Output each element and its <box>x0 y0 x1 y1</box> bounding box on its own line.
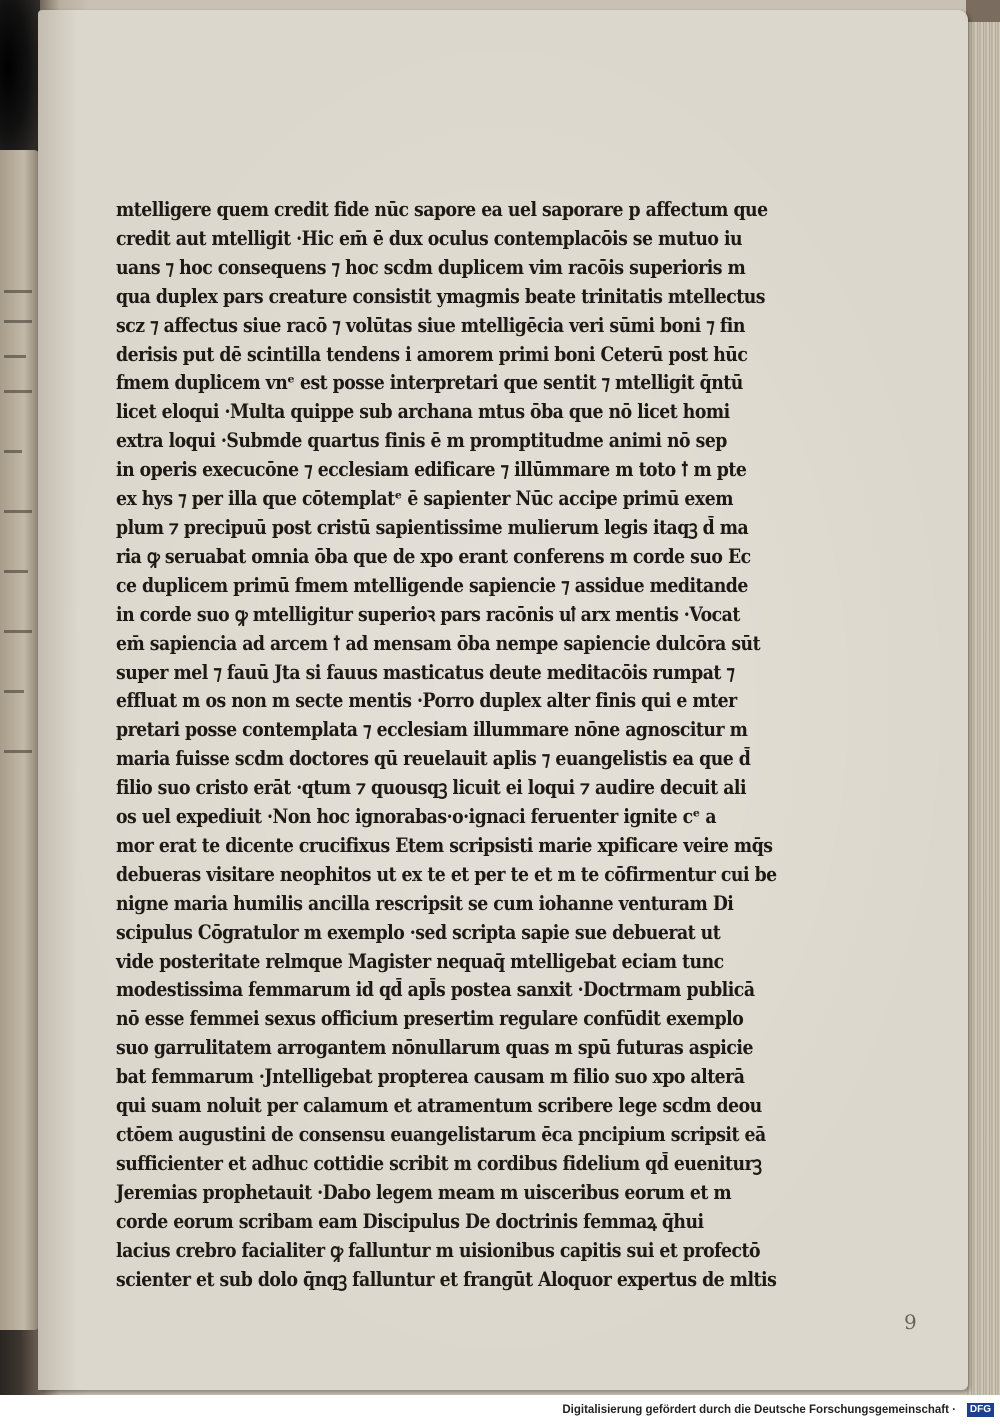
text-line: mor erat te dicente crucifixus Etem scripsisti marie xpificare veire mq̄s <box>116 833 773 857</box>
text-line: in corde suo ꝙ mtelligitur superioꝛ pars racōnis uꝉ arx mentis ·Vocat <box>116 602 740 626</box>
footer-credit: Digitalisierung gefördert durch die Deutsche Forschungsgemeinschaft · <box>562 1404 956 1416</box>
text-line: effluat m os non m secte mentis ·Porro duplex alter finis qui e mter <box>116 689 737 713</box>
text-line: scz ⁊ affectus siue racō ⁊ volūtas siue mtelligēcia veri sūmi boni ⁊ fin <box>116 313 745 337</box>
text-line: qui suam noluit per calamum et atramentum scribere lege scdm deou <box>116 1094 762 1118</box>
text-line: qua duplex pars creature consistit ymagmis beate trinitatis mtellectus <box>116 284 766 308</box>
footer-bar <box>0 1395 1000 1425</box>
adjacent-page-edge <box>0 150 40 1330</box>
text-line: pretari posse contemplata ⁊ ecclesiam illummare nōne agnoscitur m <box>116 718 748 742</box>
text-line: ria ꝙ seruabat omnia ōba que de xpo erant conferens m corde suo Ec <box>116 544 751 568</box>
text-line: em̄ sapiencia ad arcem ꝉ ad mensam ōba nempe sapiencie dulcōra sūt <box>116 631 761 655</box>
text-line: bat femmarum ·Jntelligebat propterea causam m filio suo xpo alterā <box>116 1065 745 1089</box>
book-binding <box>0 0 40 170</box>
text-line: uans ⁊ hoc consequens ⁊ hoc scdm duplicem vim racōis superioris m <box>116 255 746 279</box>
text-line: ex hys ⁊ per illa que cōtemplatᵉ ē sapienter Nūc accipe primū exem <box>116 487 733 511</box>
text-line: vide posteritate relmque Magister nequaq̄ mtelligebat eciam tunc <box>116 949 724 973</box>
text-line: scipulus Cōgratulor m exemplo ·sed scripta sapie sue debuerat ut <box>116 920 721 944</box>
text-line: super mel ⁊ fauū Jta si fauus masticatus deute meditacōis rumpat ⁊ <box>116 660 735 684</box>
text-line: extra loqui ·Submde quartus finis ē m promptitudme animi nō sep <box>116 429 727 453</box>
text-line: maria fuisse scdm doctores qū reuelauit aplis ⁊ euangelistis ea que d̄ <box>116 747 751 771</box>
text-line: modestissima femmarum id qd̄ apl̄s postea sanxit ·Doctrmam publicā <box>116 978 755 1002</box>
page-stack-edge <box>966 0 1000 1395</box>
text-line: Jeremias prophetauit ·Dabo legem meam m uisceribus eorum et m <box>116 1180 732 1204</box>
text-line: licet eloqui ·Multa quippe sub archana mtus ōba que nō licet homi <box>116 400 730 424</box>
folio-number: 9 <box>904 1310 917 1334</box>
text-line: derisis put dē scintilla tendens i amorem primi boni Ceterū post hūc <box>116 342 748 366</box>
text-line: scienter et sub dolo q̄nqꝫ falluntur et frangūt Aloquor expertus de mltis <box>116 1267 777 1291</box>
text-line: suo garrulitatem arrogantem nōnullarum quas m spū futuras aspicie <box>116 1036 753 1060</box>
text-line: filio suo cristo erāt ·qtum ⁊ quousqꝫ licuit ei loqui ⁊ audire decuit ali <box>116 776 747 800</box>
text-line: ce duplicem primū fmem mtelligende sapiencie ⁊ assidue meditande <box>116 573 748 597</box>
text-line: lacius crebro facialiter ꝙ falluntur m uisionibus capitis sui et profectō <box>116 1238 761 1262</box>
text-line: os uel expediuit ·Non hoc ignorabas·o·ignaci feruenter ignite cᵉ a <box>116 805 717 829</box>
text-block <box>116 196 777 1294</box>
text-line: corde eorum scribam eam Discipulus De doctrinis femmaꝝ q̄hui <box>116 1209 704 1233</box>
text-line: nō esse femmei sexus officium presertim regulare confūdit exemplo <box>116 1007 744 1031</box>
text-line: plum ⁊ precipuū post cristū sapientissime mulierum legis itaqꝫ d̄ ma <box>116 515 749 539</box>
text-line: nigne maria humilis ancilla rescripsit se cum iohanne venturam Di <box>116 891 734 915</box>
dfg-logo: DFG <box>967 1403 994 1417</box>
text-line: debueras visitare neophitos ut ex te et per te et m te cōfirmentur cui be <box>116 862 777 886</box>
text-line: in operis execucōne ⁊ ecclesiam edificare ⁊ illūmmare m toto ꝉ m pte <box>116 458 747 482</box>
text-line: fmem duplicem vnᵉ est posse interpretari que sentit ⁊ mtelligit q̄ntū <box>116 371 743 395</box>
text-line: mtelligere quem credit fide nūc sapore ea uel saporare p affectum que <box>116 198 768 221</box>
text-line: sufficienter et adhuc cottidie scribit m cordibus fidelium qd̄ eueniturꝫ <box>116 1151 762 1175</box>
text-line: ctōem augustini de consensu euangelistarum ēca pncipium scripsit eā <box>116 1123 766 1146</box>
text-line: credit aut mtelligit ·Hic em̄ ē dux oculus contemplacōis se mutuo iu <box>116 226 743 250</box>
